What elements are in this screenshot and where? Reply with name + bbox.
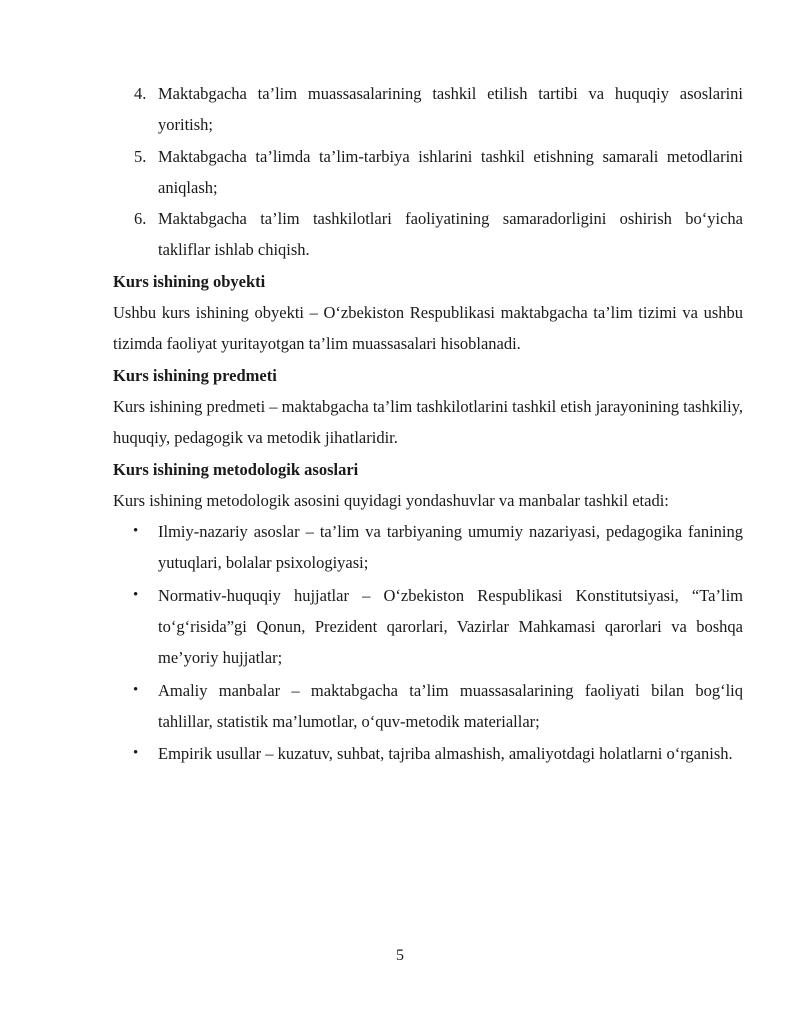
task-item xyxy=(113,203,743,266)
object-paragraph: Ushbu kurs ishining obyekti – O‘zbekiston Respublikasi maktabgacha ta’lim tizimi va ushbu tizimda faoliyat yuritayotgan ta’lim muassasalari hisoblanadi. xyxy=(113,303,743,354)
methodology-heading: Kurs ishining metodologik asoslari xyxy=(113,459,359,479)
methodology-item-text: Amaliy manbalar – maktabgacha ta’lim muassasalarining faoliyati bilan bog‘liq tahlillar, statistik ma’lumotlar, o‘quv-metodik materiallar; xyxy=(158,680,743,731)
task-number: 5. xyxy=(134,146,147,166)
methodology-item xyxy=(113,580,743,674)
bullet-icon: • xyxy=(133,586,139,603)
subject-heading: Kurs ishining predmeti xyxy=(113,365,277,385)
methodology-item xyxy=(113,738,743,769)
bullet-icon: • xyxy=(133,523,139,540)
methodology-item-text: Empirik usullar – kuzatuv, suhbat, tajriba almashish, amaliyotdagi holatlarni o‘rganish. xyxy=(158,744,733,764)
bullet-icon: • xyxy=(133,745,139,762)
task-item xyxy=(113,141,743,204)
subject-paragraph: Kurs ishining predmeti – maktabgacha ta’lim tashkilotlarini tashkil etish jarayonining tashkiliy, huquqiy, pedagogik va metodik jihatlaridir. xyxy=(113,396,743,448)
task-number: 6. xyxy=(134,209,147,229)
page-number: 5 xyxy=(396,947,404,964)
methodology-intro: Kurs ishining metodologik asosini quyidagi yondashuvlar va manbalar tashkil etadi: xyxy=(113,490,669,510)
bullet-icon: • xyxy=(133,681,139,698)
methodology-item-text: Normativ-huquqiy hujjatlar – O‘zbekiston Respublikasi Konstitutsiyasi, “Ta’lim to‘g‘risida”gi Qonun, Prezident qarorlari, Vazirlar Mahkamasi qarorlari va boshqa me’yoriy hujjatlar; xyxy=(158,585,743,668)
page-content xyxy=(113,78,743,771)
tasks-list xyxy=(113,78,743,266)
methodology-list xyxy=(113,516,743,769)
task-text: Maktabgacha ta’lim muassasalarining tashkil etilish tartibi va huquqiy asoslarini yoritish; xyxy=(158,84,743,135)
methodology-item-text: Ilmiy-nazariy asoslar – ta’lim va tarbiyaning umumiy nazariyasi, pedagogika fanining yutuqlari, bolalar psixologiyasi; xyxy=(158,522,743,573)
methodology-item xyxy=(113,675,743,738)
task-item xyxy=(113,78,743,141)
methodology-item xyxy=(113,516,743,579)
task-number: 4. xyxy=(134,84,147,103)
task-text: Maktabgacha ta’lim tashkilotlari faoliyatining samaradorligini oshirish bo‘yicha takliflar ishlab chiqish. xyxy=(158,209,743,260)
task-text: Maktabgacha ta’limda ta’lim-tarbiya ishlarini tashkil etishning samarali metodlarini aniqlash; xyxy=(158,146,743,197)
object-heading: Kurs ishining obyekti xyxy=(113,271,266,291)
